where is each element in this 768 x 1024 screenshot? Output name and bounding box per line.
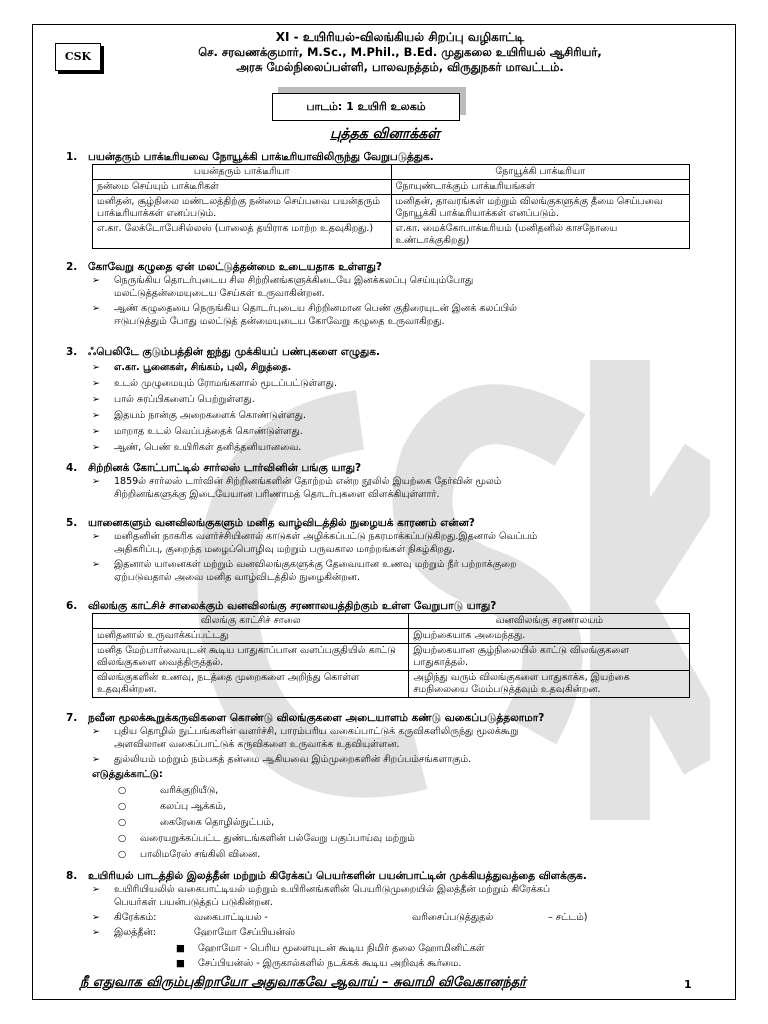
arrow-bullet-icon: ➢ <box>92 442 100 453</box>
arrow-bullet-icon: ➢ <box>92 559 100 570</box>
header-school: அரசு மேல்நிலைப்பள்ளி, பாலவநத்தம், விருதுநகர் மாவட்டம். <box>236 60 564 74</box>
q1-head-1: பயன்தரும் பாக்டீரியா <box>93 165 392 180</box>
latin-value: ஹோமோ சேப்பியன்ஸ் <box>194 927 296 938</box>
greek-value: வகைபாட்டியல் - <box>194 912 268 923</box>
sub-item-text: சேப்பியன்ஸ் - இருகால்களில் நடக்கக் கூடிய அறிவுக் கூர்மை. <box>198 958 462 969</box>
arrow-bullet-icon: ➢ <box>92 303 100 314</box>
list-item-text: கலப்பு ஆக்கம், <box>160 801 226 812</box>
list-item <box>118 832 415 845</box>
arrow-bullet-icon: ➢ <box>92 275 100 286</box>
sub-item <box>176 942 485 955</box>
arrow-bullet-icon: ➢ <box>92 426 100 437</box>
question-text: யானைகளும் வனவிலங்குகளும் மனித வாழ்விடத்தில் நுழையக் காரணம் என்ன? <box>88 517 475 529</box>
examples-label: எடுத்துக்காட்டு: <box>92 769 163 780</box>
list-item-text: வரிக்குறியீடு, <box>160 785 219 796</box>
list-item <box>118 816 275 829</box>
header-title: XI - உயிரியல்-விலங்கியல் சிறப்பு வழிகாட்டி <box>275 30 525 44</box>
arrow-bullet-icon: ➢ <box>92 726 100 737</box>
arrow-bullet-icon: ➢ <box>92 912 100 923</box>
arrow-bullet-icon: ➢ <box>92 476 100 487</box>
bullet-text: ஆண் கழுதையை நெருங்கிய தொடர்புடைய சிற்றினமான பெண் குதிரையுடன் இனக் கலப்பில் ஈடுபடுத்தும் போது மலட்டுத் தன்மையுடைய கோவேறு கழுதை உருவாகிறது. <box>114 303 517 327</box>
q1-cell: மனிதன், தாவரங்கள் மற்றும் விலங்குகளுக்கு தீமை செய்பவை நோயூக்கி பாக்டீரியாக்கள் எனப்படும். <box>391 195 690 222</box>
list-item <box>118 800 226 813</box>
q6-head-1: விலங்கு காட்சிச் சாலை <box>93 614 409 629</box>
q6-cell: அழிந்து வரும் விலங்குகளை பாதுகாக்க, இயற்கை சமநிலையை மேம்படுத்தவும் உதவுகின்றன. <box>409 671 690 698</box>
q6-cell: மனிதனால் உருவாக்கப்பட்டது <box>93 629 409 644</box>
page-number: 1 <box>684 978 692 991</box>
bullet-text: எ.கா. பூனைகள், சிங்கம், புலி, சிறுத்தை. <box>114 362 292 373</box>
question-number: 6. <box>66 600 78 612</box>
header <box>110 30 690 75</box>
q6-table <box>92 613 690 698</box>
question-number: 5. <box>66 517 78 529</box>
q1-table <box>92 164 690 249</box>
bullet-text: பால் சுரப்பிகளைப் பெற்றுள்ளது. <box>114 394 255 405</box>
bullet-text: புதிய தொழில் நுட்பங்களின் வளர்ச்சி, பாரம்பரிய வகைப்பாட்டுக் கருவிகளிலிருந்து மூலக்கூறு அளவிலான வகைப்பாட்டுக் கருவிகளை உருவாக்க உதவியுள்ளன. <box>114 726 519 750</box>
section-title: புத்தக வினாக்கள் <box>330 126 440 142</box>
bullet-text: உடல் முழுமையும் ரோமங்களால் மூடப்பட்டுள்ளது. <box>114 378 337 389</box>
q1-head-2: நோயூக்கி பாக்டீரியா <box>391 165 690 180</box>
greek-meaning-2: – சட்டம்) <box>548 912 588 923</box>
bullet-text: மனிதனின் நாகரிக வளர்ச்சியினால் காடுகள் அழிக்கப்பட்டு நகரமாக்கப்படுகிறது.இதனால் வெப்பம் அதிகரிப்பு, குறைந்த மழைப்பொழிவு மற்றும் பருவகால மாற்றங்கள் நிகழ்கிறது. <box>114 531 538 555</box>
list-item <box>118 784 219 797</box>
q6-cell: மனித மேற்பார்வையுடன் கூடிய பாதுகாப்பான வளப்பகுதியில் காட்டு விலங்குகளை வைத்திருத்தல். <box>93 644 409 671</box>
list-item-text: கைரேகை தொழில்நுட்பம், <box>160 817 275 828</box>
circle-bullet-icon: ○ <box>118 785 127 796</box>
q6-cell: விலங்குகளின் உணவு, நடத்தை முறைகளை அறிந்து கொள்ள உதவுகின்றன. <box>93 671 409 698</box>
circle-bullet-icon: ○ <box>118 801 127 812</box>
question-text: சிற்றினக் கோட்பாட்டில் சார்லஸ் டார்வினின் பங்கு யாது? <box>88 462 362 474</box>
q1-cell: நன்மை செய்யும் பாக்டீரிகள் <box>93 180 392 195</box>
square-bullet-icon: ■ <box>176 943 185 954</box>
square-bullet-icon: ■ <box>176 958 185 969</box>
bullet-text: 1859ல் சார்லஸ் டார்வின் சிற்றினங்களின் தோற்றம் என்ற நூலில் இயற்கை தேர்வின் மூலம் சிற்றினங்களுக்கு இடையேயான பரிணாமத் தொடர்புகளை விளக்கியுள்ளார். <box>114 476 502 500</box>
question-number: 2. <box>66 261 78 273</box>
question-text: உயிரியல் பாடத்தில் இலத்தீன் மற்றும் கிரேக்கப் பெயர்களின் பயன்பாட்டின் முக்கியத்துவத்தை விளக்குக. <box>88 870 587 882</box>
bullet-text: துல்லியம் மற்றும் நம்பகத் தன்மை ஆகியவை இம்முறைகளின் சிறப்பம்சங்களாகும். <box>114 754 472 765</box>
greek-label: கிரேக்கம்: <box>114 912 157 923</box>
question-text: விலங்கு காட்சிச் சாலைக்கும் வனவிலங்கு சரணாலயத்திற்கும் உள்ள வேறுபாடு யாது? <box>88 600 497 612</box>
header-author: செ. சரவணக்குமார், M.Sc., M.Phil., B.Ed. முதுகலை உயிரியல் ஆசிரியர், <box>198 45 602 59</box>
list-item-text: வரையறுக்கப்பட்ட துண்டங்களின் பல்வேறு பகுப்பாய்வு மற்றும் <box>140 833 415 844</box>
circle-bullet-icon: ○ <box>118 817 127 828</box>
question-text: ஃபெலிடே குடும்பத்தின் ஐந்து முக்கியப் பண்புகளை எழுதுக. <box>88 346 380 358</box>
arrow-bullet-icon: ➢ <box>92 410 100 421</box>
question-number: 7. <box>66 712 78 724</box>
bullet-text: இதனால் யானைகள் மற்றும் வனவிலங்குகளுக்கு தேவையான உணவு மற்றும் நீர் பற்றாக்குறை ஏற்படுவதால் அவை மனித வாழ்விடத்தில் நுழைகின்றன. <box>114 559 517 583</box>
question-text: நவீன மூலக்கூறுக்கருவிகளை கொண்டு விலங்குகளை அடையாளம் கண்டு வகைப்படுத்தலாமா? <box>88 712 545 724</box>
list-item <box>118 848 261 861</box>
bullet-text: இதயம் நான்கு அறைகளைக் கொண்டுள்ளது. <box>114 410 307 421</box>
greek-meaning: வரிசைப்படுத்துதல் <box>412 912 494 923</box>
footer-quote: நீ எதுவாக விரும்புகிறாயோ அதுவாகவே ஆவாய் – சுவாமி விவேகானந்தர் <box>80 975 526 990</box>
circle-bullet-icon: ○ <box>118 849 127 860</box>
question-number: 3. <box>66 346 78 358</box>
bullet-text: உயிரியியலில் வகைபாட்டியல் மற்றும் உயிரினங்களின் பெயரிடுமுறையில் இலத்தீன் மற்றும் கிரேக்கப் பெயர்கள் பயன்படுத்தப் படுகின்றன. <box>114 884 551 908</box>
q6-cell: இயற்கையாக அமைந்தது. <box>409 629 690 644</box>
circle-bullet-icon: ○ <box>118 833 127 844</box>
arrow-bullet-icon: ➢ <box>92 531 100 542</box>
sub-item <box>176 957 462 970</box>
arrow-bullet-icon: ➢ <box>92 884 100 895</box>
question-text: கோவேறு கழுதை ஏன் மலட்டுத்தன்மை உடையதாக உள்ளது? <box>88 261 382 273</box>
question-number: 4. <box>66 462 78 474</box>
question-number: 8. <box>66 870 78 882</box>
q1-cell: எ.கா. மைக்கோபாக்டீரியம் (மனிதனில் காசநோயை உண்டாக்குகிறது) <box>391 222 690 249</box>
q1-cell: மனிதன், சூழ்நிலை மண்டலத்திற்கு நன்மை செய்பவை பயன்தரும் பாக்டீரியாக்கள் எனப்படும். <box>93 195 392 222</box>
arrow-bullet-icon: ➢ <box>92 362 100 373</box>
question-number: 1. <box>66 151 78 163</box>
bullet-text: நெருங்கிய தொடர்புடைய சில சிற்றினங்களுக்கிடையே இனக்கலப்பு செய்யும்போது மலட்டுத்தன்மையுடைய சேய்கள் உருவாகின்றன. <box>114 275 474 299</box>
q6-cell: இயற்கையான சூழ்நிலையில் காட்டு விலங்குகளை பாதுகாத்தல். <box>409 644 690 671</box>
q1-cell: எ.கா. லேக்டோபேசில்லஸ் (பாலைத் தயிராக மாற்ற உதவுகிறது.) <box>93 222 392 249</box>
q6-head-2: வனவிலங்கு சரணாலயம் <box>409 614 690 629</box>
logo-csk: CSK <box>55 43 101 71</box>
list-item-text: பாலிமரேஸ் சங்கிலி வினை. <box>140 849 261 860</box>
arrow-bullet-icon: ➢ <box>92 927 100 938</box>
question-text: பயன்தரும் பாக்டீரியவை நோயூக்கி பாக்டீரியாவிலிருந்து வேறுபடுத்துக. <box>88 151 434 163</box>
bullet-text: ஆண், பெண் உயிரிகள் தனித்தனியானவை. <box>114 442 302 453</box>
q1-cell: நோயுண்டாக்கும் பாக்டீரியங்கள் <box>391 180 690 195</box>
arrow-bullet-icon: ➢ <box>92 754 100 765</box>
latin-label: இலத்தீன்: <box>114 927 156 938</box>
sub-item-text: ஹோமோ - பெரிய மூளையுடன் கூடிய நிமிர் தலை ஹோமினிட்கள் <box>198 943 485 954</box>
bullet-text: மாறாத உடல் வெப்பத்தைக் கொண்டுள்ளது. <box>114 426 303 437</box>
lesson-title: பாடம்: 1 உயிரி உலகம் <box>272 93 460 121</box>
arrow-bullet-icon: ➢ <box>92 378 100 389</box>
arrow-bullet-icon: ➢ <box>92 394 100 405</box>
